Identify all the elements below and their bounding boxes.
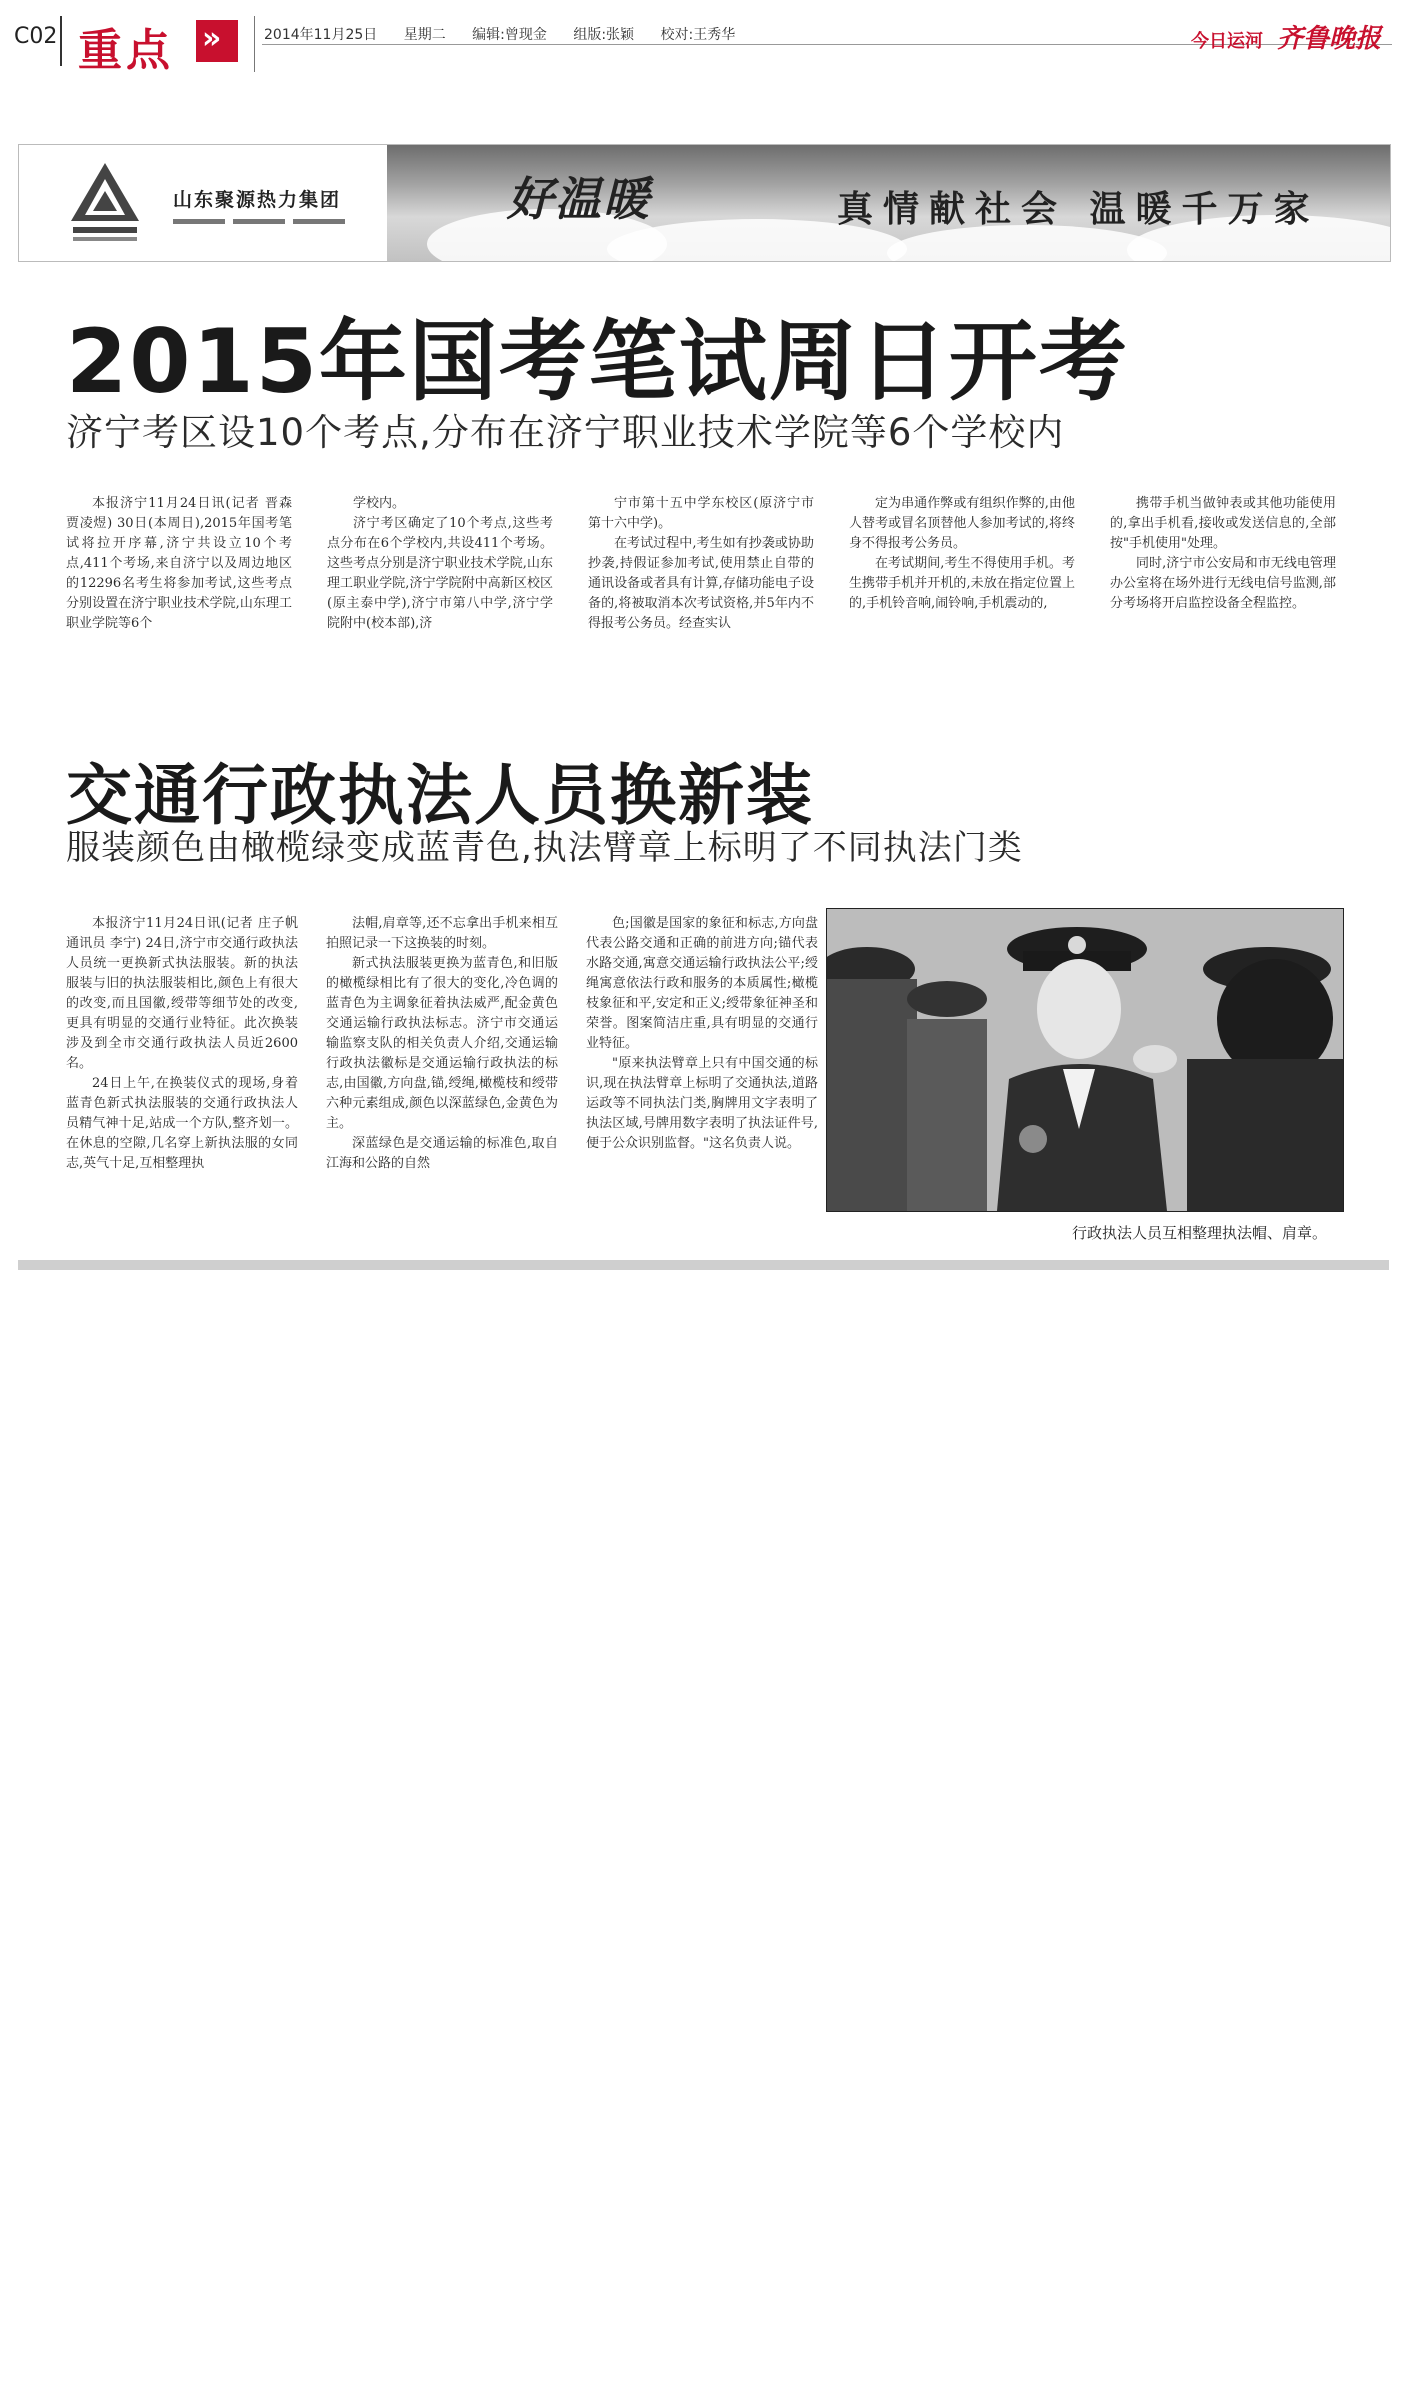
- section-bottom-rule: [18, 1260, 1389, 1270]
- paper-logo: 齐鲁晚报: [1276, 24, 1381, 54]
- page-number: C02: [14, 24, 58, 49]
- article2-photo: [826, 908, 1344, 1212]
- ad-company-name: 山东聚源热力集团: [173, 189, 342, 211]
- article1-headline: 2015年国考笔试周日开考: [66, 310, 1129, 413]
- photo-caption: 行政执法人员互相整理执法帽、肩章。: [1072, 1224, 1328, 1242]
- article2-subheadline: 服装颜色由橄榄绿变成蓝青色,执法臂章上标明了不同执法门类: [66, 828, 1023, 868]
- article2-column-1: 本报济宁11月24日讯(记者 庄子帆 通讯员 李宁) 24日,济宁市交通行政执法人员统一更换新式执法服装。新的执法服装与旧的执法服装相比,颜色上有很大的改变,而且国徽,绶带等细节处的改变,更具有明显的交通行业特征。此次换装涉及到全市交通行政执法人员近2600名。 24日上午,在换装仪式的现场,身着蓝青色新式执法服装的交通行政执法人员精气神十足,站成一个方队,整齐划一。在休息的空隙,几名穿上新执法服的女同志,英气十足,互相整理执: [66, 916, 298, 1171]
- layout-credit: 组版:张颖: [573, 27, 635, 43]
- ad-banner: [18, 144, 1391, 262]
- article2-headline: 交通行政执法人员换新装: [66, 757, 814, 834]
- header-divider: [60, 16, 62, 66]
- ad-company-rule: [173, 219, 353, 224]
- article1-column-1: 本报济宁11月24日讯(记者 晋森 贾凌煜) 30日(本周日),2015年国考笔试将拉开序幕,济宁共设立10个考点,411个考场,来自济宁以及周边地区的12296名考生将参加考试,这些考点分别设置在济宁职业技术学院,山东理工职业学院等6个: [66, 496, 292, 631]
- article1-column-3: 宁市第十五中学东校区(原济宁市第十六中学)。 在考试过程中,考生如有抄袭或协助抄袭,持假证参加考试,使用禁止自带的通讯设备或者具有计算,存储功能电子设备的,将被取消本次考试资格,并5年内不得报考公务员。经查实认: [588, 496, 814, 631]
- header-divider: [254, 16, 255, 72]
- issue-weekday: 星期二: [403, 27, 446, 43]
- section-title: 重点: [78, 25, 174, 76]
- proofread-credit: 校对:王秀华: [660, 27, 736, 43]
- ad-campaign-title: 好温暖: [507, 172, 651, 226]
- ad-sky-image: [387, 145, 1390, 261]
- article1-subheadline: 济宁考区设10个考点,分布在济宁职业技术学院等6个学校内: [66, 411, 1065, 454]
- article2-column-2: 法帽,肩章等,还不忘拿出手机来相互拍照记录一下这换装的时刻。 新式执法服装更换为蓝青色,和旧版的橄榄绿相比有了很大的变化,冷色调的蓝青色为主调象征着执法威严,配金黄色交通运输行政执法标志。济宁市交通运输监察支队的相关负责人介绍,交通运输行政执法徽标是交通运输行政执法的标志,由国徽,方向盘,锚,绶绳,橄榄枝和绶带六种元素组成,颜色以深蓝绿色,金黄色为主。 深蓝绿色是交通运输的标准色,取自江海和公路的自然: [326, 916, 558, 1171]
- article1-column-5: 携带手机当做钟表或其他功能使用的,拿出手机看,接收或发送信息的,全部按"手机使用"处理。 同时,济宁市公安局和市无线电管理办公室将在场外进行无线电信号监测,部分考场将开启监控设备全程监控。: [1110, 496, 1336, 611]
- article2-column-3: 色;国徽是国家的象征和标志,方向盘代表公路交通和正确的前进方向;锚代表水路交通,寓意交通运输行政执法公平;绶绳寓意依法行政和服务的本质属性;橄榄枝象征和平,安定和正义;绶带象征神圣和荣誉。图案简洁庄重,具有明显的交通行业特征。 "原来执法臂章上只有中国交通的标识,现在执法臂章上标明了交通执法,道路运政等不同执法门类,胸牌用文字表明了执法区域,号牌用数字表明了执法证件号,便于公众识别监督。"这名负责人说。: [586, 916, 818, 1151]
- article1-column-2: 学校内。 济宁考区确定了10个考点,这些考点分布在6个学校内,共设411个考场。这些考点分别是济宁职业技术学院,山东理工职业学院,济宁学院附中高新区校区(原主泰中学),济宁市第八中学,济宁学院附中(校本部),济: [327, 496, 553, 631]
- column-name: 今日运河: [1190, 31, 1263, 52]
- masthead: [1191, 18, 1381, 55]
- officers-photo-illustration: [827, 909, 1343, 1211]
- editor-credit: 编辑:曾现金: [472, 27, 547, 43]
- issue-date: 2014年11月25日: [264, 27, 378, 43]
- double-chevron-right-icon: »: [196, 20, 238, 62]
- company-logo-icon: [67, 159, 143, 247]
- article1-column-4: 定为串通作弊或有组织作弊的,由他人替考或冒名顶替他人参加考试的,将终身不得报考公务员。 在考试期间,考生不得使用手机。考生携带手机并开机的,未放在指定位置上的,手机铃音响,闹铃响,手机震动的,: [849, 496, 1075, 611]
- ad-slogan: 真情献社会 温暖千万家: [837, 188, 1320, 230]
- header-meta: [264, 24, 757, 44]
